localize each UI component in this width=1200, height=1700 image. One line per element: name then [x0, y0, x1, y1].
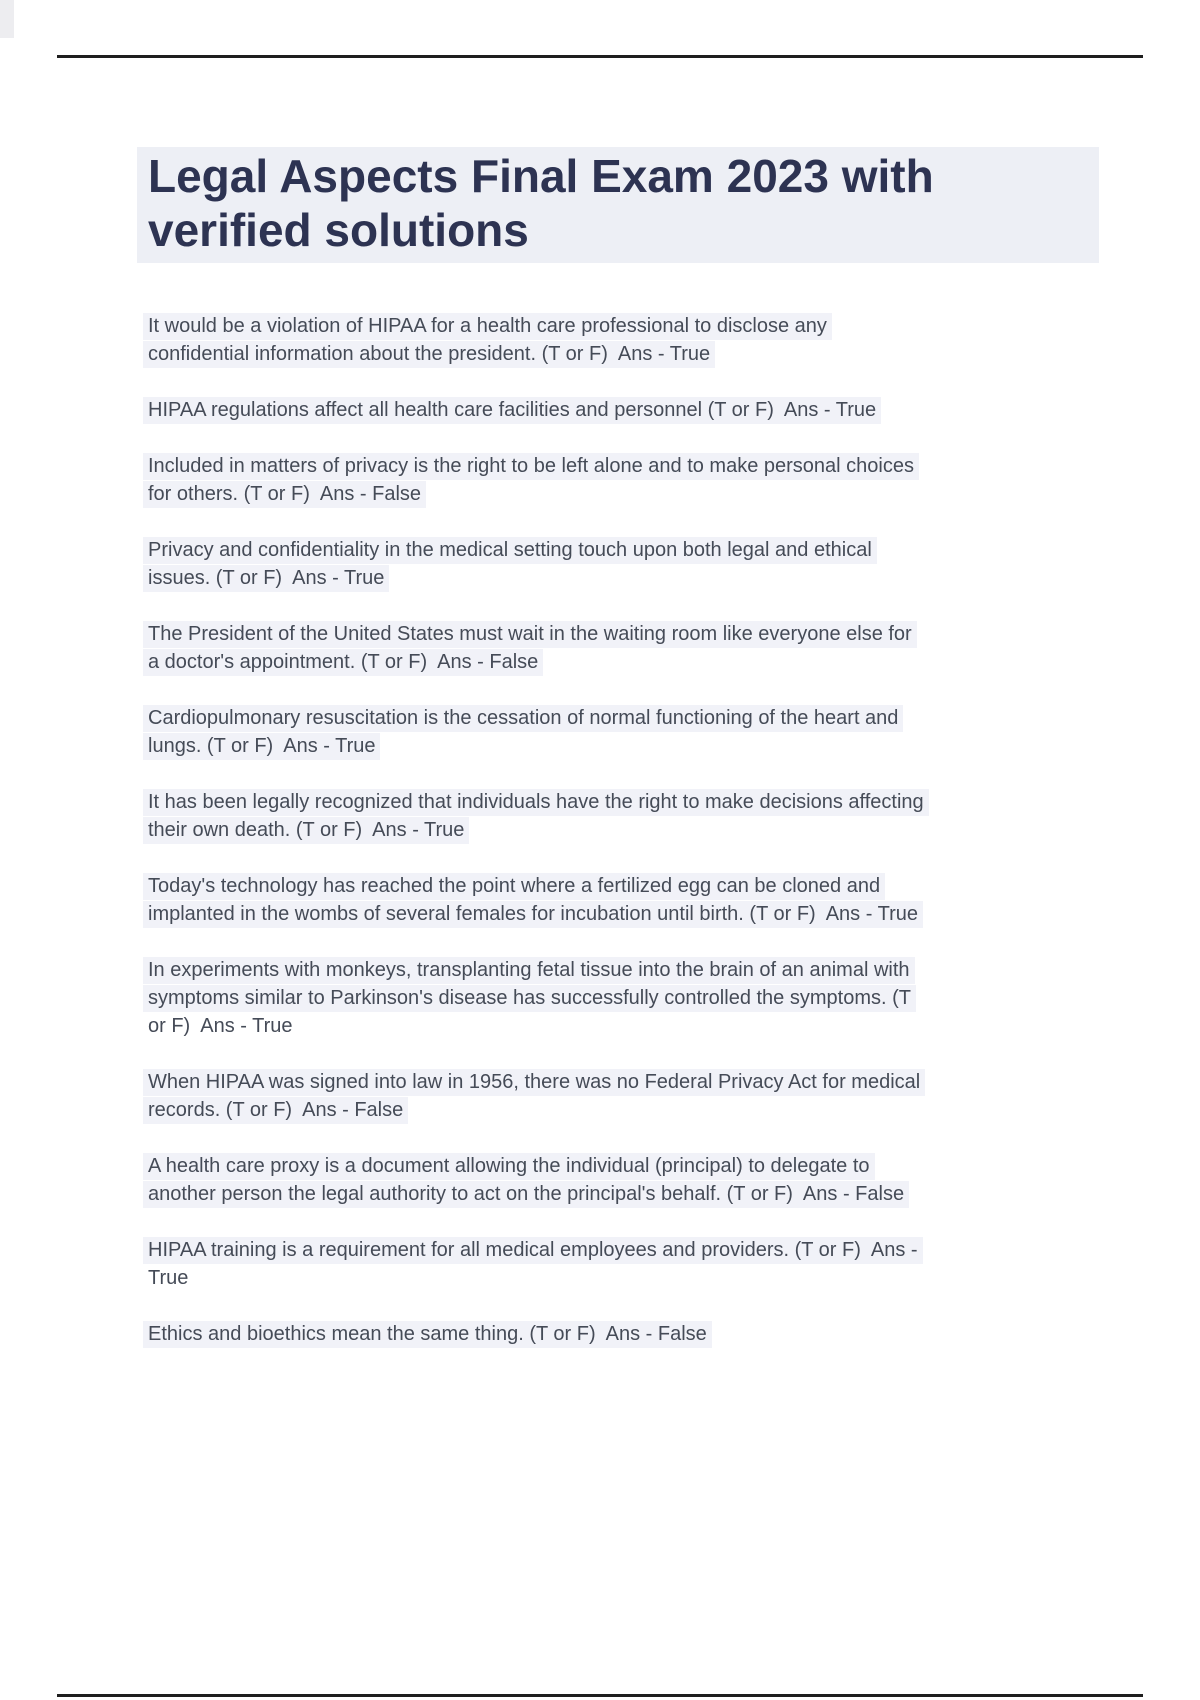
qa-line	[148, 340, 1128, 368]
qa-line	[148, 788, 1128, 816]
qa-line	[148, 1012, 1128, 1040]
scan-artifact	[0, 0, 14, 38]
qa-line	[148, 1096, 1128, 1124]
highlighted-text: confidential information about the president. (T or F) Ans - True	[148, 341, 710, 368]
qa-paragraph	[148, 872, 1128, 928]
qa-paragraph	[148, 1320, 1128, 1348]
top-rule	[57, 55, 1143, 58]
highlighted-text: Cardiopulmonary resuscitation is the cessation of normal functioning of the heart and	[148, 705, 898, 732]
highlighted-text: Included in matters of privacy is the right to be left alone and to make personal choices	[148, 453, 914, 480]
qa-line	[148, 816, 1128, 844]
highlighted-text: another person the legal authority to act on the principal's behalf. (T or F) Ans - False	[148, 1181, 904, 1208]
highlighted-text: In experiments with monkeys, transplanting fetal tissue into the brain of an animal with	[148, 957, 910, 984]
qa-line	[148, 872, 1128, 900]
highlighted-text: symptoms similar to Parkinson's disease has successfully controlled the symptoms. (T	[148, 985, 911, 1012]
highlighted-text: lungs. (T or F) Ans - True	[148, 733, 375, 760]
highlighted-text: records. (T or F) Ans - False	[148, 1097, 403, 1124]
qa-line	[148, 984, 1128, 1012]
qa-line	[148, 704, 1128, 732]
qa-paragraph	[148, 1236, 1128, 1292]
qa-paragraph	[148, 396, 1128, 424]
qa-line	[148, 956, 1128, 984]
qa-paragraph	[148, 1152, 1128, 1208]
qa-paragraph	[148, 788, 1128, 844]
qa-paragraph	[148, 536, 1128, 592]
page-title	[137, 147, 1099, 263]
qa-line	[148, 620, 1128, 648]
highlighted-text: a doctor's appointment. (T or F) Ans - False	[148, 649, 538, 676]
highlighted-text: Privacy and confidentiality in the medical setting touch upon both legal and ethical	[148, 537, 872, 564]
qa-paragraph	[148, 956, 1128, 1040]
plain-text: or F) Ans - True	[148, 1015, 293, 1037]
qa-line	[148, 480, 1128, 508]
qa-line	[148, 452, 1128, 480]
qa-line	[148, 1264, 1128, 1292]
highlighted-text: issues. (T or F) Ans - True	[148, 565, 384, 592]
qa-line	[148, 1152, 1128, 1180]
qa-line	[148, 1180, 1128, 1208]
highlighted-text: It would be a violation of HIPAA for a health care professional to disclose any	[148, 313, 827, 340]
highlighted-text: A health care proxy is a document allowing the individual (principal) to delegate to	[148, 1153, 870, 1180]
bottom-rule	[57, 1694, 1143, 1697]
qa-line	[148, 536, 1128, 564]
highlighted-text: Today's technology has reached the point where a fertilized egg can be cloned and	[148, 873, 880, 900]
page-title-line-1: Legal Aspects Final Exam 2023 with	[148, 150, 934, 202]
qa-paragraph	[148, 1068, 1128, 1124]
highlighted-text: The President of the United States must wait in the waiting room like everyone else for	[148, 621, 912, 648]
qa-list	[148, 312, 1128, 1376]
highlighted-text: Ethics and bioethics mean the same thing. (T or F) Ans - False	[148, 1321, 707, 1348]
qa-line	[148, 648, 1128, 676]
qa-paragraph	[148, 620, 1128, 676]
highlighted-text: HIPAA regulations affect all health care facilities and personnel (T or F) Ans - True	[148, 397, 876, 424]
highlighted-text: HIPAA training is a requirement for all medical employees and providers. (T or F) Ans -	[148, 1237, 918, 1264]
highlighted-text: for others. (T or F) Ans - False	[148, 481, 421, 508]
highlighted-text: It has been legally recognized that individuals have the right to make decisions affecting	[148, 789, 924, 816]
qa-line	[148, 312, 1128, 340]
highlighted-text: implanted in the wombs of several females for incubation until birth. (T or F) Ans - True	[148, 901, 918, 928]
highlighted-text: When HIPAA was signed into law in 1956, there was no Federal Privacy Act for medical	[148, 1069, 920, 1096]
plain-text: True	[148, 1267, 189, 1289]
page-title-line-2: verified solutions	[148, 204, 529, 256]
qa-paragraph	[148, 704, 1128, 760]
qa-line	[148, 900, 1128, 928]
qa-line	[148, 1236, 1128, 1264]
highlighted-text: their own death. (T or F) Ans - True	[148, 817, 464, 844]
qa-line	[148, 1068, 1128, 1096]
qa-line	[148, 732, 1128, 760]
qa-line	[148, 396, 1128, 424]
qa-line	[148, 564, 1128, 592]
qa-paragraph	[148, 312, 1128, 368]
qa-paragraph	[148, 452, 1128, 508]
qa-line	[148, 1320, 1128, 1348]
